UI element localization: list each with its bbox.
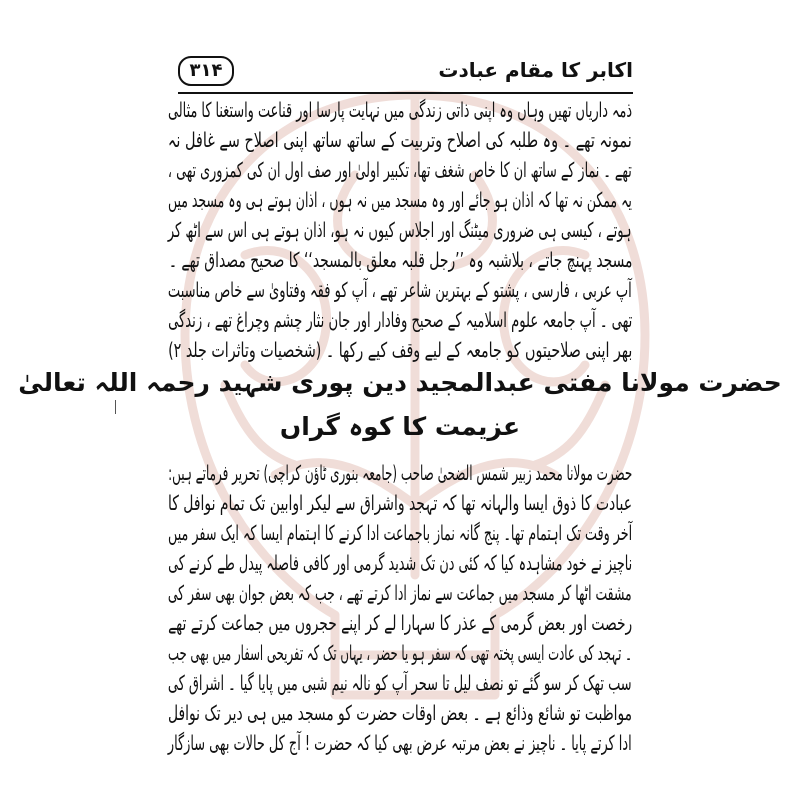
text-line: سب تھک کر سو گئے تو نصف لیل تا سحر آپ کو نالہ نیم شبی میں پایا گیا ۔ اشراق کی (168, 671, 632, 695)
text-line: نمونہ تھے ۔ وہ طلبہ کی اصلاح وتربیت کے ساتھ ساتھ اپنی اصلاح سے غافل نہ (168, 128, 632, 152)
page-number: ۳۱۴ (178, 56, 234, 86)
text-line: آخر وقت تک اہتمام تھا۔ پنج گانہ نماز باجماعت ادا کرنے کا اہتمام ایسا کہ ایک سفر میں (167, 521, 632, 545)
text-line: تھی ۔ آپ جامعہ علوم اسلامیہ کے صحیح وفادار اور جان نثار چشم وچراغ تھے ، زندگی (167, 308, 632, 332)
page-header (178, 52, 633, 94)
text-line: مشقت اٹھا کر مسجد میں جماعت سے نماز ادا کرتے تھے ، جب کہ بعض جوان بھی سفر کی (168, 581, 632, 605)
text-line: مواظبت تو شائع وذائع ہے ۔ بعض اوقات حضرت کو مسجد میں ہی دیر تک نوافل (167, 701, 632, 725)
text-line: ذمہ داریاں تھیں وہاں وہ اپنی ذاتی زندگی میں نہایت پارسا اور قناعت واستغنا کا مثالی (167, 98, 632, 122)
section-heading: حضرت مولانا مفتی عبدالمجید دین پوری شہید رحمہ اللہ تعالیٰ (18, 368, 782, 397)
section-subheading: عزیمت کا کوہ گراں (279, 412, 521, 441)
text-line: مسجد پہنچ جاتے ، بلاشبہ وہ ’’رجل قلبہ معلق بالمسجد‘‘ کا صحیح مصداق تھے ۔ (168, 248, 632, 272)
margin-mark (115, 400, 116, 414)
text-line: ۔ تہجد کی عادت ایسی پختہ تھی کہ سفر ہو یا حضر ، یہاں تک کہ تفریحی اسفار میں بھی جب (168, 641, 632, 665)
running-head: اکابر کا مقام عبادت (438, 58, 633, 82)
text-line: ناچیز نے خود مشاہدہ کیا کہ کئی دن تک شدید گرمی اور کافی فاصلہ پیدل طے کرنے کی (167, 551, 632, 575)
text-line: حضرت مولانا محمد زبیر شمس الضحیٰ صاحب (جامعہ بنوری ٹاؤن کراچی) تحریر فرماتے ہیں: (167, 461, 632, 485)
text-line: ہوتے ، کیسی ہی ضروری میٹنگ اور اجلاس کیوں نہ ہو، اذان ہوتے ہی اس سے اٹھ کر (168, 218, 632, 242)
text-line: عبادت کا ذوق ایسا والہانہ تھا کہ تہجد واشراق سے لیکر اوابین تک تمام نوافل کا (167, 491, 632, 515)
text-line: بھر اپنی صلاحیتوں کو جامعہ کے لیے وقف کیے رکھا ۔ (شخصیات وتاثرات جلد ۲) (167, 338, 632, 362)
text-line: آپ عربی ، فارسی ، پشتو کے بہترین شاعر تھے ، آپ کو فقہ وفتاویٰ سے خاص مناسبت (168, 278, 632, 302)
text-line: ادا کرتے پایا ۔ ناچیز نے بعض مرتبہ عرض بھی کیا کہ حضرت ! آج کل حالات بھی سازگار (168, 731, 632, 755)
text-line: تھے ۔ نماز کے ساتھ ان کا خاص شغف تھا، تکبیر اولیٰ اور صف اول ان کی کمزوری تھی ، (168, 158, 632, 182)
text-line: یہ ممکن نہ تھا کہ اذان ہو جائے اور وہ مسجد میں نہ ہوں ، اذان ہوتے ہی وہ مسجد میں (168, 188, 632, 212)
text-line: رخصت اور بعض گرمی کے عذر کا سہارا لے کر اپنے حجروں میں جماعت کرتے تھے (167, 611, 632, 635)
